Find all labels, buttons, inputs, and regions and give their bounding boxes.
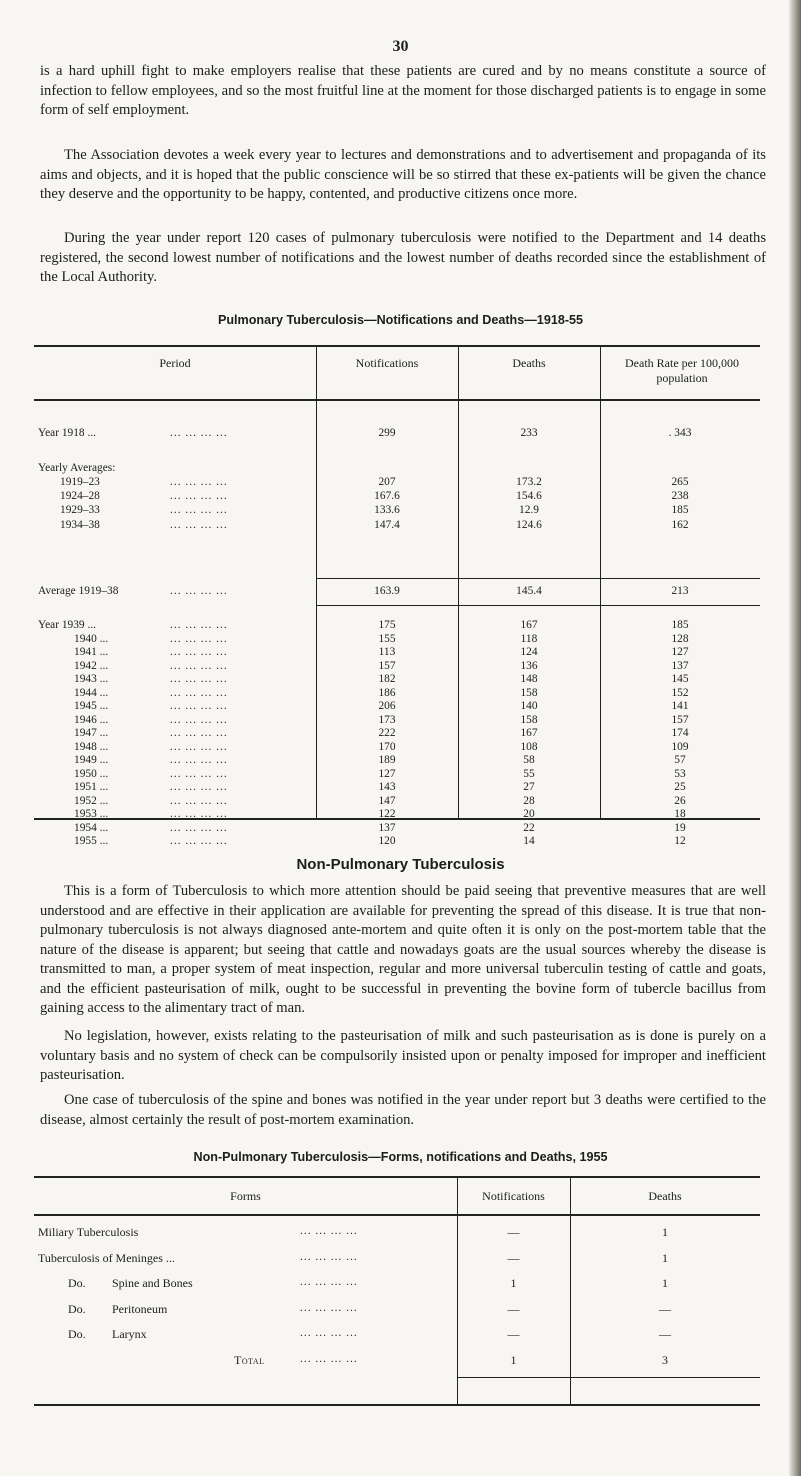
scan-edge	[789, 0, 801, 1476]
form-name: Miliary Tuberculosis	[38, 1225, 139, 1239]
row-label: 1943 ...	[74, 673, 109, 685]
row-label: 1949 ...	[74, 754, 109, 766]
notifications-cell: 173	[378, 713, 396, 726]
deaths-cell: 148	[520, 673, 538, 685]
page-number: 30	[392, 38, 409, 55]
notifications-cell: 147.4	[374, 518, 400, 531]
row-label: Average 1919–38	[38, 585, 119, 597]
rate-cell: 12	[674, 835, 686, 847]
deaths-cell: 124.6	[516, 518, 542, 531]
header-t2-deaths: Deaths	[648, 1189, 682, 1203]
row-label: 1954 ...	[74, 821, 109, 834]
table2-bottom-rule	[34, 1404, 760, 1406]
notifications-cell: 137	[378, 821, 396, 834]
deaths-cell: 140	[520, 700, 538, 712]
rate-cell: 19	[674, 821, 686, 834]
table2-header-rule	[34, 1214, 760, 1216]
leader-dots: ... ... ... ...	[170, 619, 228, 631]
notifications-cell: —	[507, 1225, 520, 1239]
notifications-cell: 170	[378, 740, 396, 753]
rate-cell: 18	[674, 808, 686, 820]
leader-dots: ... ... ... ...	[170, 659, 228, 672]
deaths-cell: 27	[523, 781, 535, 793]
deaths-cell: 58	[523, 754, 535, 766]
deaths-cell: —	[659, 1301, 671, 1316]
rate-cell: 53	[674, 767, 686, 780]
paragraph-4: This is a form of Tuberculosis to which more attention should be paid seeing that preventive measures that are well understood and are effective in their application are available for preventing the spread of this disease. It is true that non-pulmonary tuberculosis is not always diagnosed ante-mortem and quite often it is only on the post-mortem table that the nature of the disease is apparent; but seeing that cattle and nowadays goats are the usual sources whereby the disease is transmitted to man, a proper system of meat inspection, regular and more universal tuberculin testing of cattle and goats, and the efficient pasteurisation of milk, ought to be successful in preventing the bovine form of tubercle bacillus from gaining access to the alimentary tract of man.	[40, 883, 766, 1016]
row-label: 1951 ...	[74, 781, 109, 793]
total-deaths: 3	[662, 1353, 668, 1367]
deaths-cell: 167	[520, 727, 538, 739]
rate-cell: 174	[671, 727, 689, 739]
notifications-cell: —	[507, 1250, 520, 1265]
row-label: 1940 ...	[74, 632, 109, 645]
leader-dots: ... ... ... ...	[170, 686, 228, 699]
notifications-cell: 167.6	[374, 490, 400, 503]
rate-cell: 145	[671, 673, 689, 685]
leader-dots: ... ... ... ...	[170, 794, 228, 807]
row-label: 1919–23	[60, 476, 100, 488]
deaths-cell: 145.4	[516, 585, 542, 597]
notifications-cell: 182	[378, 673, 396, 685]
deaths-cell: 14	[523, 835, 535, 847]
table2-total-rule	[457, 1377, 760, 1378]
leader-dots: ... ... ... ...	[170, 767, 228, 780]
deaths-cell: 173.2	[516, 476, 542, 488]
leader-dots: ... ... ... ...	[170, 427, 228, 439]
paragraph-1: is a hard uphill fight to make employers realise that these patients are cured and by no means constitute a source of infection to fellow employees, and so the most fruitful line at the moment for those discharged patients is to engage in some form of self employment.	[40, 63, 766, 118]
leader-dots: ... ... ... ...	[170, 713, 228, 726]
rate-cell: 238	[671, 490, 689, 503]
rate-cell: 26	[674, 794, 686, 807]
header-notifications: Notifications	[355, 356, 419, 370]
notifications-cell: 222	[378, 727, 396, 739]
leader-dots: ... ... ... ...	[170, 632, 228, 645]
deaths-cell: 233	[520, 427, 538, 439]
header-deaths: Deaths	[512, 356, 546, 370]
form-name: Tuberculosis of Meninges ...	[38, 1250, 175, 1265]
notifications-cell: 155	[378, 632, 396, 645]
paragraph-6: One case of tuberculosis of the spine and bones was notified in the year under report but 3 deaths were certified to the disease, almost certainly the result of post-mortem examination.	[40, 1092, 766, 1128]
row-label: 1955 ...	[74, 835, 109, 847]
form-name: Spine and Bones	[112, 1276, 193, 1290]
deaths-cell: 158	[520, 686, 538, 699]
rate-cell: 141	[671, 700, 689, 712]
rate-cell: 109	[671, 740, 689, 753]
rate-cell: 57	[674, 754, 686, 766]
notifications-cell: 120	[378, 835, 396, 847]
form-prefix: Do.	[68, 1276, 86, 1290]
leader-dots: ... ... ... ...	[170, 727, 228, 739]
row-label: 1953 ...	[74, 808, 109, 820]
notifications-cell: 133.6	[374, 504, 400, 517]
rate-cell: 185	[671, 504, 689, 517]
deaths-cell: 108	[520, 740, 538, 753]
paragraph-2: The Association devotes a week every year to lectures and demonstrations and to advertisement and propaganda of its aims and objects, and it is hoped that the public conscience will be so stirred that these ex-patients will be given the chance they deserve and the opportunity to be happy, contented, and productive citizens once more.	[40, 147, 766, 202]
row-label: 1945 ...	[74, 700, 109, 712]
deaths-cell: 55	[523, 767, 535, 780]
row-label: Year 1918 ...	[38, 427, 97, 439]
leader-dots: ... ... ... ...	[170, 821, 228, 834]
rate-cell: 265	[671, 476, 689, 488]
form-name: Larynx	[112, 1327, 147, 1341]
table1-header-rule	[34, 399, 760, 401]
notifications-cell: 1	[510, 1276, 517, 1290]
table1-top-rule	[34, 345, 760, 347]
deaths-cell: 20	[523, 808, 535, 820]
rate-cell: 213	[671, 585, 689, 597]
rate-cell: 137	[671, 659, 689, 672]
rate-cell: 185	[671, 619, 689, 631]
row-label: 1942 ...	[74, 659, 109, 672]
form-prefix: Do.	[68, 1301, 86, 1316]
paragraph-5: No legislation, however, exists relating to the pasteurisation of milk and such pasteurisation as is done is purely on a voluntary basis and no system of check can be compulsorily insisted upon or penalty imposed for improper and inefficient pasteurisation.	[40, 1028, 766, 1083]
leader-dots: ... ... ... ...	[300, 1276, 358, 1288]
table2-top-rule	[34, 1176, 760, 1178]
deaths-cell: 158	[520, 713, 538, 726]
paragraph-3: During the year under report 120 cases of pulmonary tuberculosis were notified to the Department and 14 deaths registered, the second lowest number of notifications and the lowest number of deaths recorded since the establishment of the Local Authority.	[40, 230, 766, 285]
leader-dots: ... ... ... ...	[300, 1327, 358, 1339]
header-death-rate: Death Rate per 100,000 population	[625, 356, 739, 385]
row-label: 1950 ...	[74, 767, 109, 780]
notifications-cell: 299	[378, 427, 396, 439]
rate-cell: 162	[671, 518, 689, 531]
notifications-cell: 157	[378, 659, 396, 672]
form-name: Peritoneum	[112, 1301, 168, 1316]
rate-cell: 128	[671, 632, 689, 645]
deaths-cell: 124	[520, 646, 538, 658]
header-period: Period	[159, 356, 191, 370]
leader-dots: ... ... ... ...	[170, 585, 228, 597]
notifications-cell: 122	[378, 808, 396, 820]
row-label: 1946 ...	[74, 713, 109, 726]
notifications-cell: 147	[378, 794, 396, 807]
row-label: 1948 ...	[74, 740, 109, 753]
leader-dots: ... ... ... ...	[170, 754, 228, 766]
deaths-cell: 1	[662, 1250, 668, 1265]
deaths-cell: —	[659, 1327, 671, 1341]
table1-average-bottom-rule	[316, 605, 760, 606]
rate-cell: 25	[674, 781, 686, 793]
notifications-cell: 186	[378, 686, 396, 699]
rate-cell: 157	[671, 713, 689, 726]
notifications-cell: 127	[378, 767, 396, 780]
table1-average-top-rule	[316, 578, 760, 579]
rate-cell: 152	[671, 686, 689, 699]
leader-dots: ... ... ... ...	[300, 1225, 358, 1237]
leader-dots: ... ... ... ...	[170, 476, 228, 488]
leader-dots: ... ... ... ...	[300, 1353, 358, 1365]
notifications-cell: 175	[378, 619, 396, 631]
notifications-cell: —	[507, 1301, 520, 1316]
leader-dots: ... ... ... ...	[170, 835, 228, 847]
leader-dots: ... ... ... ...	[170, 700, 228, 712]
notifications-cell: 113	[378, 646, 396, 658]
table2-title: Non-Pulmonary Tuberculosis—Forms, notifications and Deaths, 1955	[193, 1150, 608, 1164]
yearly-averages-label: Yearly Averages:	[38, 462, 116, 474]
row-label: 1929–33	[60, 504, 100, 517]
deaths-cell: 12.9	[519, 504, 539, 517]
leader-dots: ... ... ... ...	[170, 781, 228, 793]
deaths-cell: 136	[520, 659, 538, 672]
notifications-cell: 207	[378, 476, 396, 488]
rate-cell: . 343	[668, 427, 692, 439]
section-heading: Non-Pulmonary Tuberculosis	[296, 856, 505, 873]
deaths-cell: 118	[520, 632, 538, 645]
notifications-cell: 189	[378, 754, 396, 766]
row-label: Year 1939 ...	[38, 619, 97, 631]
row-label: 1941 ...	[74, 646, 109, 658]
deaths-cell: 1	[662, 1225, 668, 1239]
leader-dots: ... ... ... ...	[170, 740, 228, 753]
leader-dots: ... ... ... ...	[170, 518, 228, 531]
deaths-cell: 28	[523, 794, 535, 807]
total-notifications: 1	[510, 1353, 517, 1367]
total-label: Total	[234, 1353, 265, 1367]
row-label: 1947 ...	[74, 727, 109, 739]
leader-dots: ... ... ... ...	[170, 646, 228, 658]
deaths-cell: 1	[662, 1276, 668, 1290]
rate-cell: 127	[671, 646, 689, 658]
row-label: 1934–38	[60, 518, 100, 531]
leader-dots: ... ... ... ...	[170, 808, 228, 820]
leader-dots: ... ... ... ...	[300, 1301, 358, 1314]
row-label: 1952 ...	[74, 794, 109, 807]
deaths-cell: 154.6	[516, 490, 542, 503]
header-t2-notifications: Notifications	[482, 1189, 545, 1203]
deaths-cell: 22	[523, 821, 535, 834]
leader-dots: ... ... ... ...	[170, 504, 228, 517]
deaths-cell: 167	[520, 619, 538, 631]
notifications-cell: 143	[378, 781, 396, 793]
header-forms: Forms	[230, 1189, 261, 1203]
leader-dots: ... ... ... ...	[170, 673, 228, 685]
form-prefix: Do.	[68, 1327, 86, 1341]
table1-title: Pulmonary Tuberculosis—Notifications and Deaths—1918-55	[217, 313, 584, 327]
leader-dots: ... ... ... ...	[300, 1250, 358, 1263]
row-label: 1944 ...	[74, 686, 109, 699]
row-label: 1924–28	[60, 490, 100, 503]
leader-dots: ... ... ... ...	[170, 490, 228, 503]
notifications-cell: 163.9	[374, 585, 400, 597]
notifications-cell: —	[507, 1327, 520, 1341]
notifications-cell: 206	[378, 700, 396, 712]
